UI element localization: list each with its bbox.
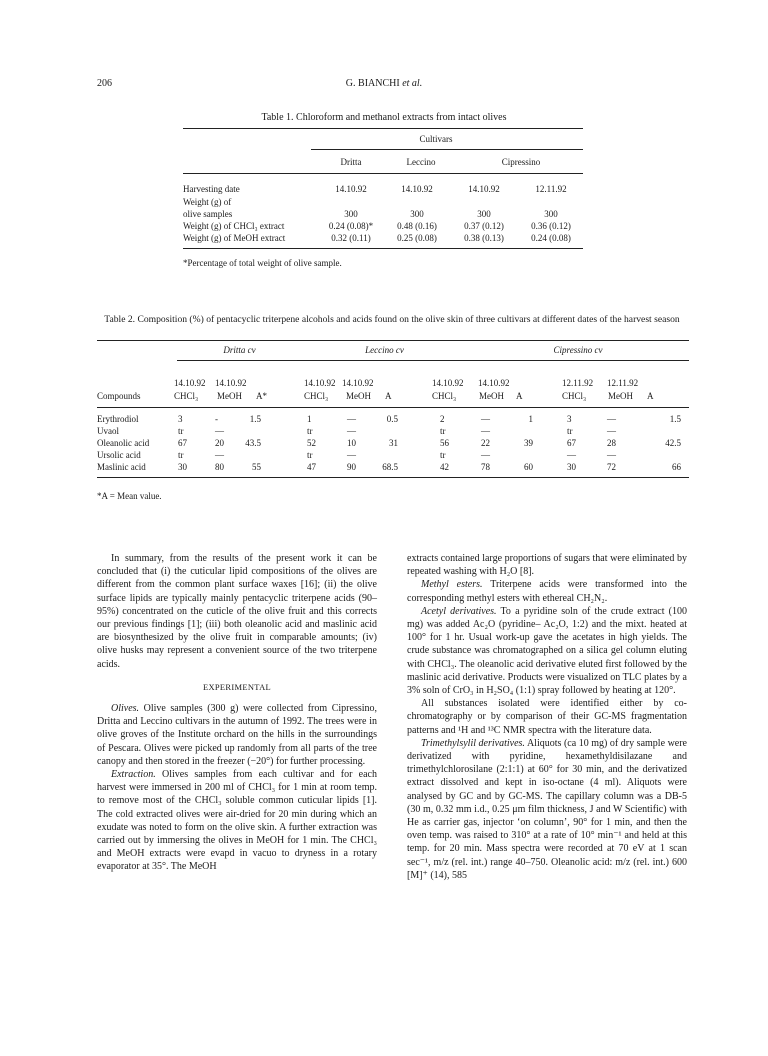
table1-bottom-rule	[183, 248, 583, 249]
table2-group-header: Cipressino cv	[553, 345, 603, 355]
table1-cell: 0.32 (0.11)	[331, 233, 371, 243]
table2-cell: 78	[481, 462, 490, 472]
paragraph	[97, 768, 377, 874]
body-column-right	[407, 552, 687, 882]
table2-date: 14.10.92	[478, 378, 510, 388]
table2-cell: 22	[481, 438, 490, 448]
paragraph	[97, 702, 377, 768]
table2-cell: —	[607, 414, 616, 424]
table1-cell: 0.36 (0.12)	[531, 221, 571, 231]
table2-cell: -	[215, 414, 218, 424]
table2-cell: —	[567, 450, 576, 460]
table2-cell: 80	[215, 462, 224, 472]
table2-cell: tr	[307, 450, 313, 460]
table2-cell: 90	[347, 462, 356, 472]
table2-subhead: MeOH	[608, 391, 633, 401]
table2-cell: 30	[567, 462, 576, 472]
running-head	[0, 78, 768, 89]
table2-cell: 55	[252, 462, 261, 472]
table2-subhead: MeOH	[479, 391, 504, 401]
paragraph-text: To a pyridine soln of the crude extract (100 mg) was added Ac₂O (pyridine– Ac₂O, 1:2) and the mixt. heated at 100° for 1 hr. Usual work-up gave the acetates in high yields. The crude substance was chromatographed on a silica gel column eluting with CHCl₃. The oleanolic acid derivative eluted first followed by the maslinic acid derivative. Products were visualized on TLC plates by a 3% soln of CrO₃ in H₂SO₄ (1:1) spray followed by heating at 120°.	[407, 605, 687, 697]
table2-subhead: CHCl₃	[432, 391, 457, 401]
table2-cell: tr	[178, 450, 184, 460]
table1-column-header: Leccino	[406, 157, 436, 167]
table2-cell: 60	[524, 462, 533, 472]
table2-row-label: Erythrodiol	[97, 414, 139, 424]
table2-cell: 1	[528, 414, 533, 424]
paragraph-text: Olives samples from each cultivar and for each harvest were immersed in 200 ml of CHCl₃ for 1 min at room temp. to remove most of the CHCl₃ soluble common cuticular lipids [1]. The cold extracted olives were air-dried for 20 min during which an exudate was noted to form on the olive skin. A further extraction was carried out by immersing the olives in MeOH for 1 min. The CHCl₃ and MeOH extracts were evapd in vacuo to dryness in a rotary evaporator at 35°. The MeOH	[97, 769, 377, 873]
table1-cell: 300	[344, 209, 358, 219]
table2-cell: 1	[307, 414, 312, 424]
table2-subhead: CHCl₃	[562, 391, 587, 401]
table1-header-rule	[183, 173, 583, 174]
table1-row-label: Weight (g) of	[183, 197, 232, 207]
table2-cell: 56	[440, 438, 449, 448]
paragraph-lead: Trimethylsylil derivatives.	[421, 737, 525, 749]
table2-cell: 31	[389, 438, 398, 448]
table2-cell: 66	[672, 462, 681, 472]
table2-cell: —	[481, 450, 490, 460]
table2-cell: 30	[178, 462, 187, 472]
table2-bottom-rule	[97, 477, 689, 478]
table2-cell: 42.5	[665, 438, 681, 448]
table2-row-label: Oleanolic acid	[97, 438, 150, 448]
table2-top-rule	[97, 340, 689, 341]
running-head-name: IANCHI	[364, 78, 400, 89]
table2-cell: 67	[567, 438, 576, 448]
table2-cell: 10	[347, 438, 356, 448]
table2-cell: tr	[440, 450, 446, 460]
table2-date: 14.10.92	[432, 378, 464, 388]
table2-cell: 47	[307, 462, 316, 472]
table2-cell: —	[347, 414, 356, 424]
table1-cell: 300	[477, 209, 491, 219]
paragraph-text: extracts contained large proportions of sugars that were eliminated by repeated washing with H₂O [8].	[407, 553, 687, 578]
table2-cell: —	[215, 450, 224, 460]
table2-date: 12.11.92	[607, 378, 639, 388]
paragraph-text: Triterpene acids were transformed into the corresponding methyl esters with ethereal CH₂N₂.	[407, 579, 687, 604]
table2-cell: —	[607, 426, 616, 436]
table2-cell: 28	[607, 438, 616, 448]
table1-cell: 0.25 (0.08)	[397, 233, 437, 243]
table1-row-label: Weight (g) of MeOH extract	[183, 233, 286, 243]
paragraph	[407, 737, 687, 882]
table2-cell: tr	[178, 426, 184, 436]
table2-cell: 72	[607, 462, 616, 472]
table2-cell: 39	[524, 438, 533, 448]
table1-cell: 0.37 (0.12)	[464, 221, 504, 231]
table1-column-header: Dritta	[340, 157, 362, 167]
table2-cell: —	[481, 426, 490, 436]
table1-footnote: *Percentage of total weight of olive sample.	[183, 258, 342, 268]
table1-cell: 300	[544, 209, 558, 219]
table2-cell: 52	[307, 438, 316, 448]
paragraph-text: All substances isolated were identified either by co-chromatography or by comparison of their GC-MS fragmentation patterns and ¹H and ¹³C NMR spectra with the literature data.	[407, 698, 687, 736]
table2-date: 12.11.92	[562, 378, 594, 388]
paragraph	[407, 552, 687, 578]
table2-group-header: Dritta cv	[223, 345, 256, 355]
table2-cell: 20	[215, 438, 224, 448]
table2-cell: —	[347, 450, 356, 460]
table1-row-label: Harvesting date	[183, 184, 240, 194]
table2-subhead: CHCl₃	[304, 391, 329, 401]
table2-cell: 42	[440, 462, 449, 472]
table1-cell: 0.24 (0.08)	[531, 233, 571, 243]
table2-date: 14.10.92	[304, 378, 336, 388]
table2-cell: —	[481, 414, 490, 424]
table1-top-rule	[183, 128, 583, 129]
table1-row-label: olive samples	[183, 209, 233, 219]
paragraph-lead: Olives.	[111, 703, 140, 715]
table2-cell: 2	[440, 414, 445, 424]
table2-cell: tr	[567, 426, 573, 436]
table1-cell: 0.38 (0.13)	[464, 233, 504, 243]
table2-subhead: MeOH	[346, 391, 371, 401]
table1-cell: 0.48 (0.16)	[397, 221, 437, 231]
table1-cell: 12.11.92	[535, 184, 567, 194]
table2-footnote: *A = Mean value.	[97, 491, 162, 501]
table2-date: 14.10.92	[174, 378, 206, 388]
table2-row-label: Maslinic acid	[97, 462, 146, 472]
paragraph-lead: Extraction.	[111, 769, 156, 781]
table2-cell: 67	[178, 438, 187, 448]
table1-group-header: Cultivars	[419, 134, 453, 144]
table1-cell: 14.10.92	[335, 184, 367, 194]
paragraph-text: Olive samples (300 g) were collected from Cipressino, Dritta and Leccino cultivars in the autumn of 1992. The trees were in olive groves of the Institute orchard on the hills in the surroundings of Pescara. Olives were picked up randomly from all parts of the tree canopy and then stored in the freezer (−20°) for further processing.	[97, 703, 377, 767]
body-column-left	[97, 552, 377, 874]
page-number: 206	[97, 78, 112, 89]
table2-cell: 1.5	[669, 414, 681, 424]
table1-row-label: Weight (g) of CHCl₃ extract	[183, 221, 285, 231]
table2-subhead: Compounds	[97, 391, 141, 401]
paragraph	[407, 605, 687, 697]
running-head-initial: G. B	[345, 78, 365, 89]
table1-cell: 0.24 (0.08)*	[328, 221, 374, 231]
table2-cell: —	[607, 450, 616, 460]
paragraph-text: In summary, from the results of the present work it can be concluded that (i) the cuticular lipid compositions of the olives are different from the common plant surface waxes [16]; (ii) the olive surface lipids are typically mainly pentacyclic triterpene acids (90–95%) concentrated on the cuticle of the olive fruit and this corrects our previous findings [1]; (iii) both oleanolic acid and maslinic acid are biosynthesized by the olive fruit in comparable amounts; (iv) olive husks may represent a convenient source of the two triterpene acids.	[97, 553, 377, 670]
table2-subhead: CHCl₃	[174, 391, 199, 401]
table2-cell: 43.5	[245, 438, 261, 448]
table2-caption: Table 2. Composition (%) of pentacyclic triterpene alcohols and acids found on the olive skin of three cultivars at different dates of the harvest season	[104, 314, 680, 325]
table2-subhead: A	[516, 391, 523, 401]
table2-cell: —	[215, 426, 224, 436]
table2-subhead: A	[385, 391, 392, 401]
table2-date: 14.10.92	[342, 378, 374, 388]
running-head-suffix: et al.	[399, 78, 423, 89]
table2-header-rule	[97, 407, 689, 408]
table2-row-label: Uvaol	[97, 426, 119, 436]
table2-cell: 3	[178, 414, 183, 424]
paragraph-text: Aliquots (ca 10 mg) of dry sample were derivatized with pyridine, hexamethyldisilazane and trimethylchlorosilane (2:1:1) at 60° for 30 min, and the derivatized extract dissolved and kept in iso-octane (4 ml). Aliquots were analysed by GC and by GC-MS. The capillary column was a DB-5 (30 m, 0.32 mm i.d., 0.25 μm film thickness, J and W Scientific) with He as carrier gas, injector ‘on column’, 90° for 1 min, and then the oven temp. was raised to 310° at a rate of 10° min⁻¹ and held at this temp. for 20 min. Mass spectra were recorded at 70 eV at 1 scan sec⁻¹, m/z (rel. int.) range 40–750. Oleanolic acid: m/z (rel. int.) 600 [M]⁺ (14), 585	[407, 737, 687, 881]
table1-cell: 300	[410, 209, 424, 219]
table2-subhead: A*	[256, 391, 267, 401]
table2-subhead: A	[647, 391, 654, 401]
table2-cell: tr	[440, 426, 446, 436]
table1-cell: 14.10.92	[468, 184, 500, 194]
table1-caption: Table 1. Chloroform and methanol extracts from intact olives	[261, 112, 507, 123]
table2-cell: 3	[567, 414, 572, 424]
table1-group-rule	[311, 149, 583, 150]
table2-subhead: MeOH	[217, 391, 242, 401]
table2-cell: tr	[307, 426, 313, 436]
table2-group-header: Leccino cv	[365, 345, 404, 355]
table2-group-rule	[177, 360, 689, 361]
paragraph	[97, 552, 377, 671]
table2-cell: 0.5	[386, 414, 398, 424]
paragraph	[407, 578, 687, 604]
paragraph	[407, 697, 687, 737]
paragraph-lead: Methyl esters.	[421, 579, 483, 591]
table2-cell: —	[347, 426, 356, 436]
section-heading: EXPERIMENTAL	[202, 681, 272, 692]
table2-row-label: Ursolic acid	[97, 450, 141, 460]
table1-column-header: Cipressino	[501, 157, 541, 167]
table2-date: 14.10.92	[215, 378, 247, 388]
table2-cell: 68.5	[382, 462, 398, 472]
paragraph-lead: Acetyl derivatives.	[421, 605, 497, 617]
table2-cell: 1.5	[249, 414, 261, 424]
table1-cell: 14.10.92	[401, 184, 433, 194]
